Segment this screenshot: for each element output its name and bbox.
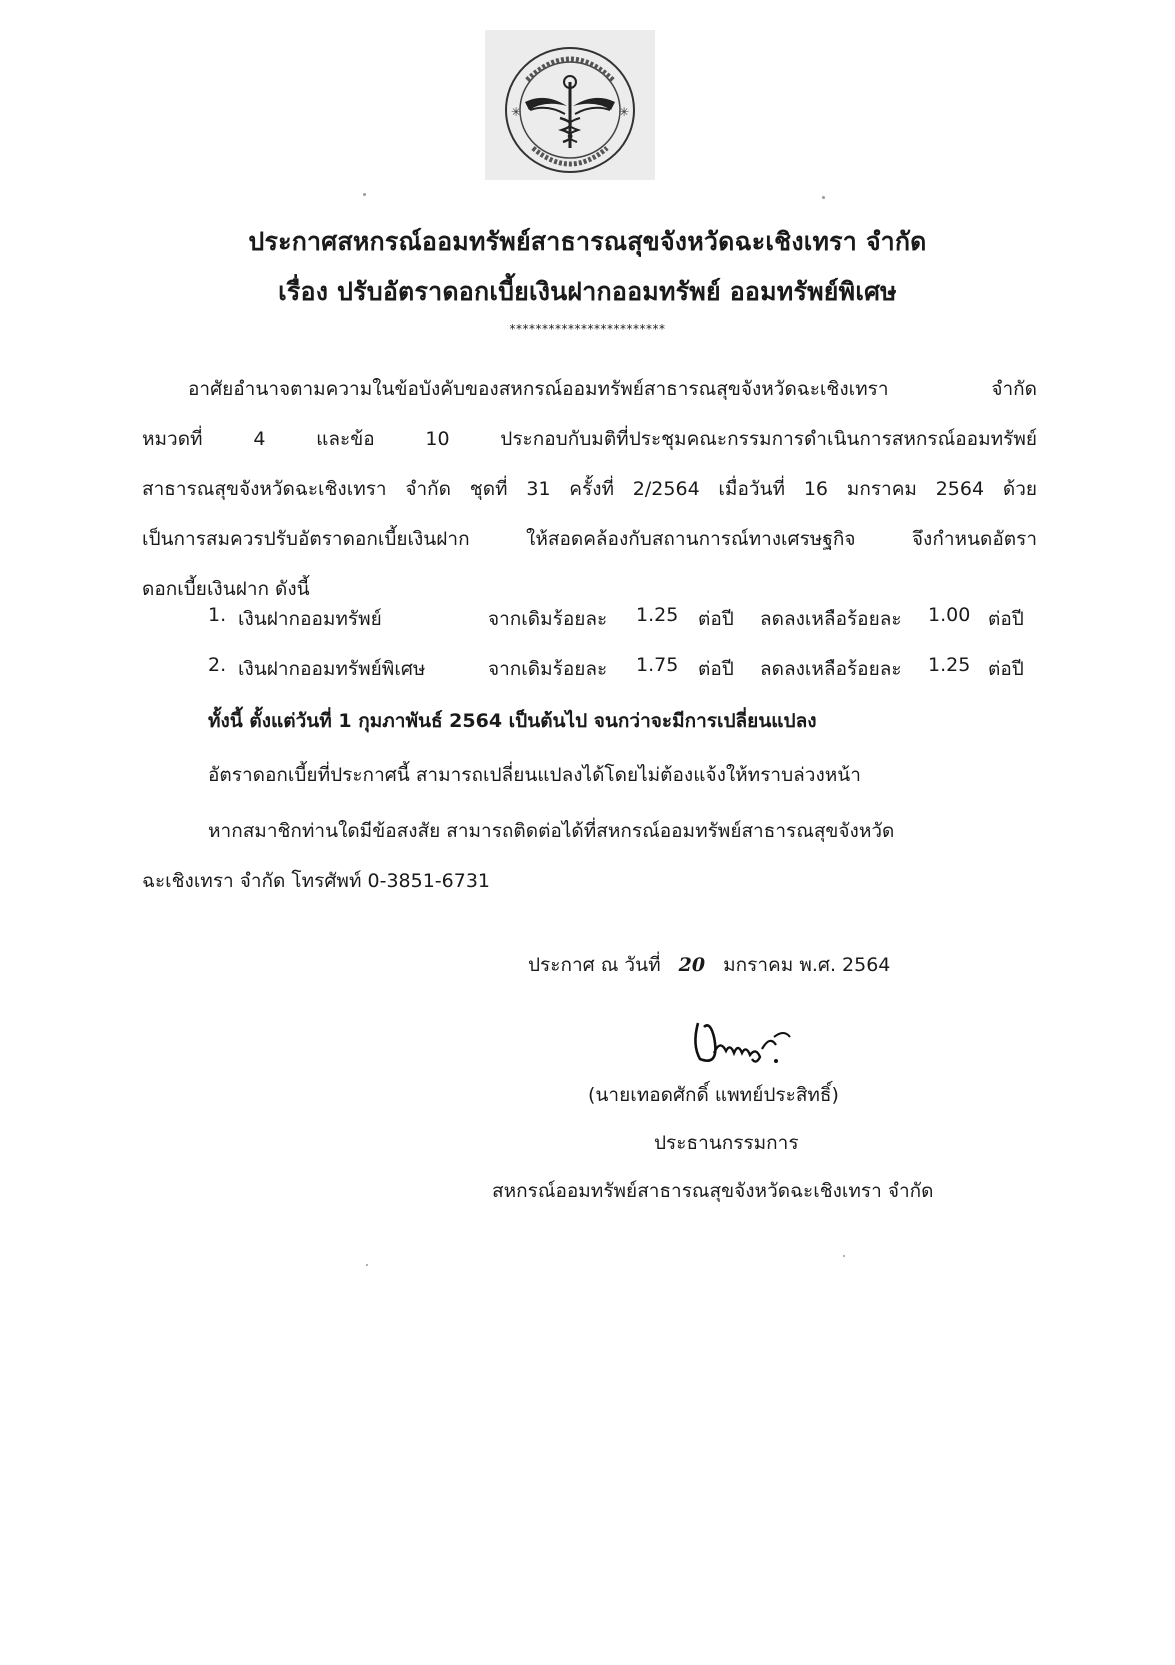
rate-to-label: ลดลงเหลือร้อยละ bbox=[760, 608, 902, 630]
svg-text:✳: ✳ bbox=[511, 105, 522, 119]
rate-per-year: ต่อปี bbox=[698, 608, 734, 630]
announcement-title: ประกาศสหกรณ์ออมทรัพย์สาธารณสุขจังหวัดฉะเชิงเทรา จำกัด bbox=[248, 227, 927, 256]
rate-number: 2. bbox=[208, 654, 227, 676]
scan-speck bbox=[822, 196, 825, 199]
handwritten-signature bbox=[690, 1015, 810, 1070]
rate-to-label: ลดลงเหลือร้อยละ bbox=[760, 658, 902, 680]
scan-speck bbox=[366, 1264, 368, 1266]
paragraph-line: หมวดที่ 4 และข้อ 10 ประกอบกับมติที่ประชุมคณะกรรมการดำเนินการสหกรณ์ออมทรัพย์ bbox=[142, 428, 1037, 450]
announce-prefix: ประกาศ ณ วันที่ bbox=[528, 954, 661, 976]
rate-per-year: ต่อปี bbox=[988, 608, 1024, 630]
title-separator: ************************ bbox=[509, 322, 666, 336]
contact-line: ฉะเชิงเทรา จำกัด โทรศัพท์ 0-3851-6731 bbox=[142, 870, 491, 892]
rate-from-label: จากเดิมร้อยละ bbox=[488, 608, 608, 630]
rate-from-value: 1.25 bbox=[636, 604, 679, 626]
rate-to-value: 1.25 bbox=[928, 654, 971, 676]
cooperative-seal-icon bbox=[485, 30, 655, 180]
rate-number: 1. bbox=[208, 604, 227, 626]
announce-month-year: มกราคม พ.ศ. 2564 bbox=[723, 954, 891, 976]
announcement-date bbox=[528, 950, 890, 980]
svg-text:✳: ✳ bbox=[619, 105, 630, 119]
paragraph-line: เป็นการสมควรปรับอัตราดอกเบี้ยเงินฝาก ให้สอดคล้องกับสถานการณ์ทางเศรษฐกิจ จึงกำหนดอัตรา bbox=[142, 528, 1037, 550]
rate-per-year: ต่อปี bbox=[988, 658, 1024, 680]
rate-from-value: 1.75 bbox=[636, 654, 679, 676]
change-notice: อัตราดอกเบี้ยที่ประกาศนี้ สามารถเปลี่ยนแปลงได้โดยไม่ต้องแจ้งให้ทราบล่วงหน้า bbox=[208, 764, 861, 786]
contact-line: หากสมาชิกท่านใดมีข้อสงสัย สามารถติดต่อได้ที่สหกรณ์ออมทรัพย์สาธารณสุขจังหวัด bbox=[208, 820, 895, 842]
paragraph-line: สาธารณสุขจังหวัดฉะเชิงเทรา จำกัด ชุดที่ 31 ครั้งที่ 2/2564 เมื่อวันที่ 16 มกราคม 2564 ด้วย bbox=[142, 478, 1037, 500]
effective-date: ทั้งนี้ ตั้งแต่วันที่ 1 กุมภาพันธ์ 2564 เป็นต้นไป จนกว่าจะมีการเปลี่ยนแปลง bbox=[208, 710, 817, 732]
paragraph-line: ดอกเบี้ยเงินฝาก ดังนี้ bbox=[142, 578, 310, 600]
rate-to-value: 1.00 bbox=[928, 604, 971, 626]
scan-speck bbox=[363, 193, 366, 196]
rate-account: เงินฝากออมทรัพย์พิเศษ bbox=[238, 658, 426, 680]
rate-account: เงินฝากออมทรัพย์ bbox=[238, 608, 382, 630]
announcement-subject: เรื่อง ปรับอัตราดอกเบี้ยเงินฝากออมทรัพย์ ออมทรัพย์พิเศษ bbox=[278, 277, 897, 306]
signer-organization: สหกรณ์ออมทรัพย์สาธารณสุขจังหวัดฉะเชิงเทรา จำกัด bbox=[492, 1180, 934, 1202]
rate-from-label: จากเดิมร้อยละ bbox=[488, 658, 608, 680]
signer-name: (นายเทอดศักดิ์ แพทย์ประสิทธิ์) bbox=[588, 1084, 839, 1106]
rate-per-year: ต่อปี bbox=[698, 658, 734, 680]
scan-speck bbox=[843, 1255, 845, 1257]
paragraph-line: อาศัยอำนาจตามความในข้อบังคับของสหกรณ์ออมทรัพย์สาธารณสุขจังหวัดฉะเชิงเทรา จำกัด bbox=[188, 378, 1037, 400]
announce-day: 20 bbox=[678, 954, 706, 976]
signer-position: ประธานกรรมการ bbox=[654, 1132, 799, 1154]
